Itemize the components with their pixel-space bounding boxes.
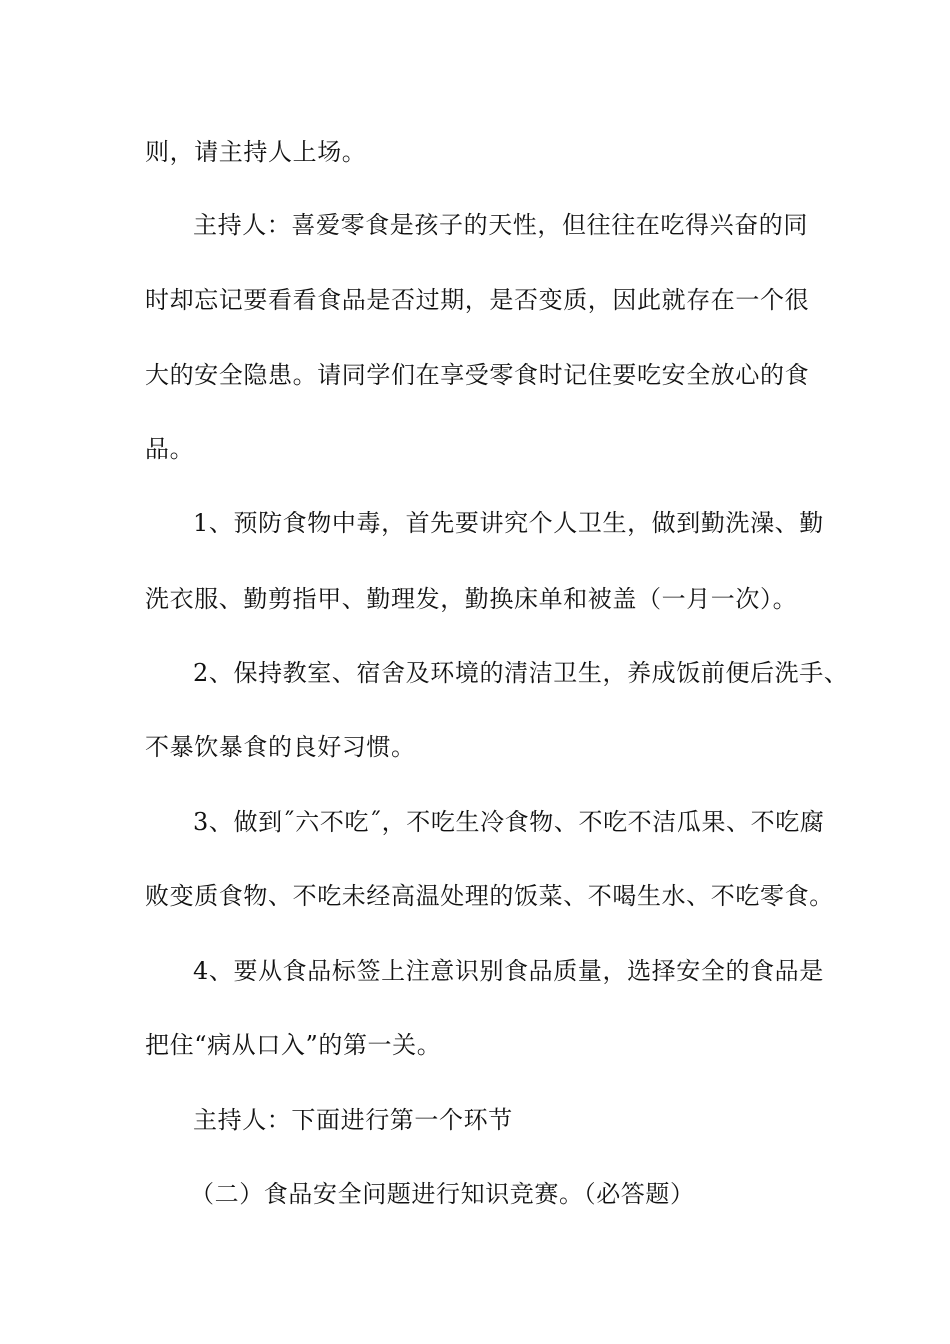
text-line: 则，请主持人上场。 (145, 138, 367, 166)
text-line: 时却忘记要看看食品是否过期，是否变质，因此就存在一个很 (145, 286, 810, 314)
section-heading: （二）食品安全问题进行知识竞赛。（必答题） (190, 1180, 695, 1208)
text-line: 品。 (145, 435, 195, 463)
text-line: 大的安全隐患。请同学们在享受零食时记住要吃安全放心的食 (145, 361, 810, 389)
text-line: 把住“病从口入”的第一关。 (145, 1031, 442, 1059)
text-line: 4、要从食品标签上注意识别食品质量，选择安全的食品是 (193, 957, 824, 985)
text-line: 2、保持教室、宿舍及环境的清洁卫生，养成饭前便后洗手、 (193, 659, 849, 687)
text-line: 洗衣服、勤剪指甲、勤理发，勤换床单和被盖（一月一次）。 (145, 585, 798, 613)
text-line: 3、做到˝六不吃˝，不吃生冷食物、不吃不洁瓜果、不吃腐 (193, 808, 825, 836)
text-line: 主持人：下面进行第一个环节 (193, 1106, 513, 1134)
text-line: 不暴饮暴食的良好习惯。 (145, 733, 416, 761)
text-line: 败变质食物、不吃未经高温处理的饭菜、不喝生水、不吃零食。 (145, 882, 834, 910)
text-line: 1、预防食物中毒，首先要讲究个人卫生，做到勤洗澡、勤 (193, 509, 824, 537)
text-line: 主持人：喜爱零食是孩子的天性，但往往在吃得兴奋的同 (193, 211, 808, 239)
